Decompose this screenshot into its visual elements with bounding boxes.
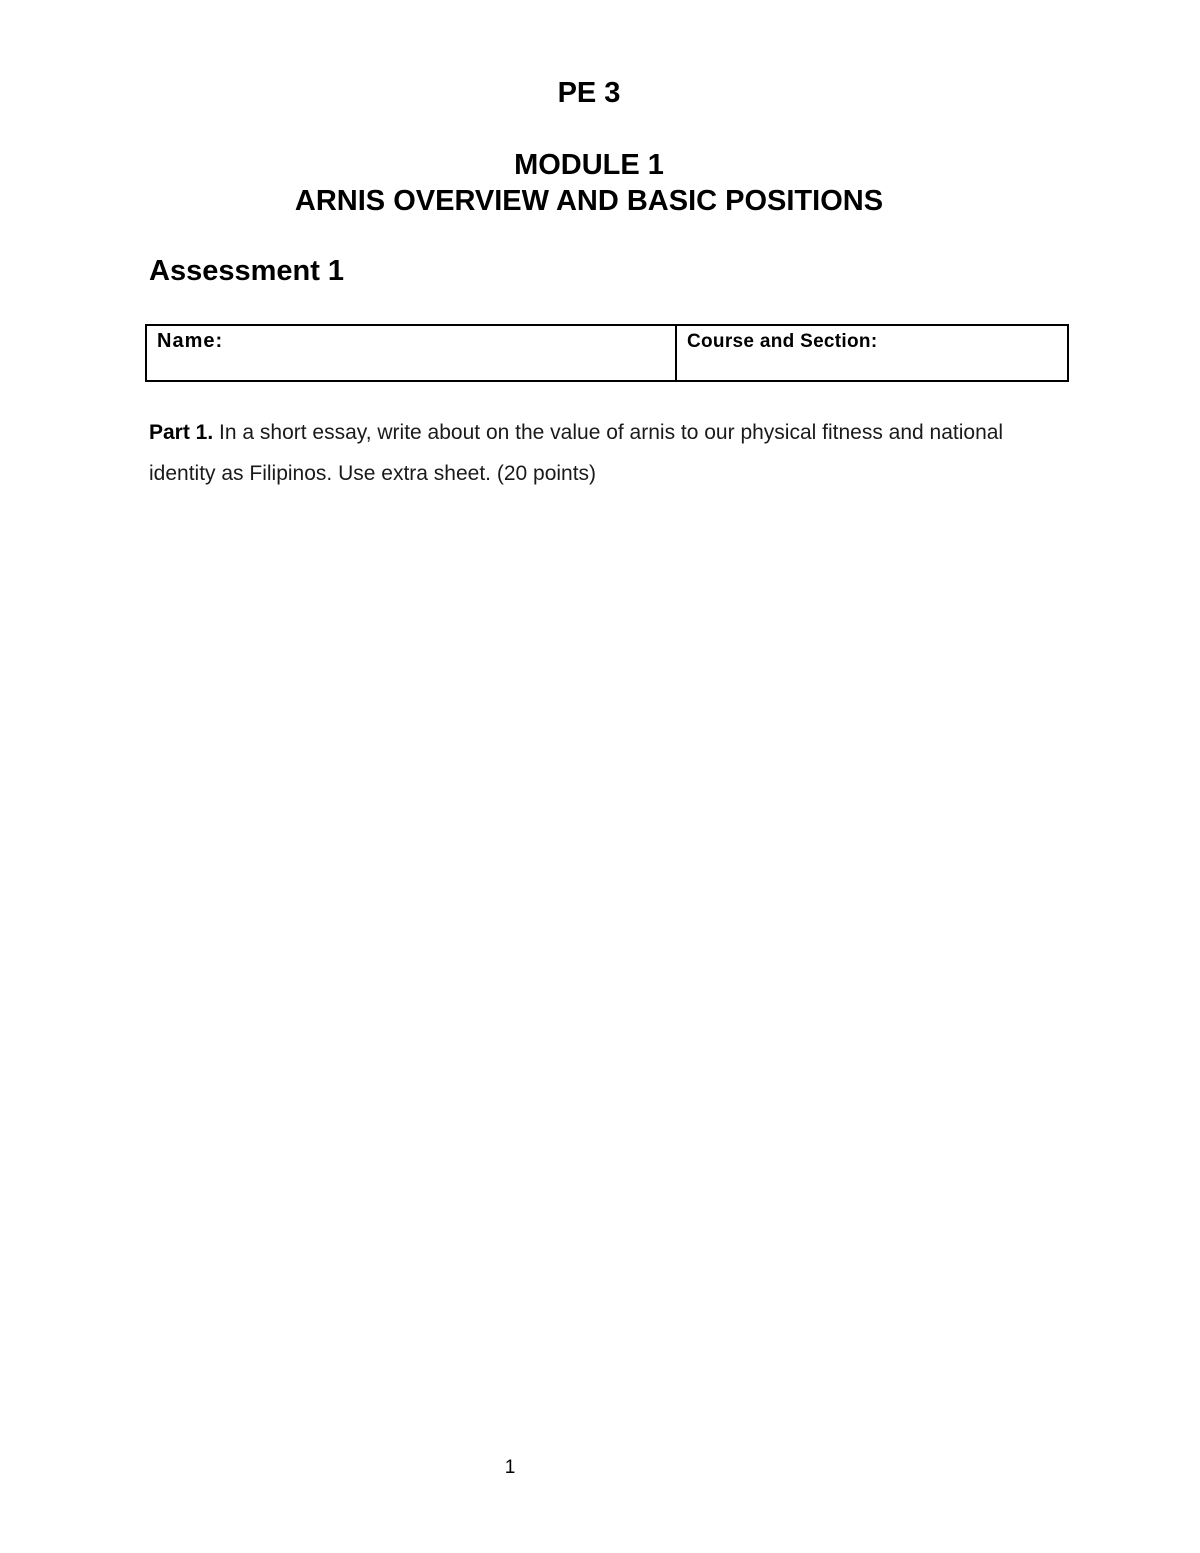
course-title: PE 3 (557, 77, 621, 109)
student-info-row (146, 325, 1068, 381)
assessment-title: Assessment 1 (149, 255, 345, 287)
student-info-table (145, 324, 1069, 382)
part1-text: In a short essay, write about on the value of arnis to our physical fitness and national identity as Filipinos. Use extra sheet. (20 points) (149, 421, 1004, 485)
module-heading (0, 147, 1178, 219)
page-number: 1 (504, 1457, 516, 1478)
name-label: Name: (157, 330, 224, 352)
part1-instructions (149, 412, 1049, 494)
part1-label: Part 1. (149, 421, 214, 444)
module-title: ARNIS OVERVIEW AND BASIC POSITIONS (294, 185, 884, 217)
name-field[interactable] (146, 325, 676, 381)
course-section-field[interactable] (676, 325, 1068, 381)
module-label: MODULE 1 (514, 149, 664, 181)
course-section-label: Course and Section: (687, 331, 878, 352)
